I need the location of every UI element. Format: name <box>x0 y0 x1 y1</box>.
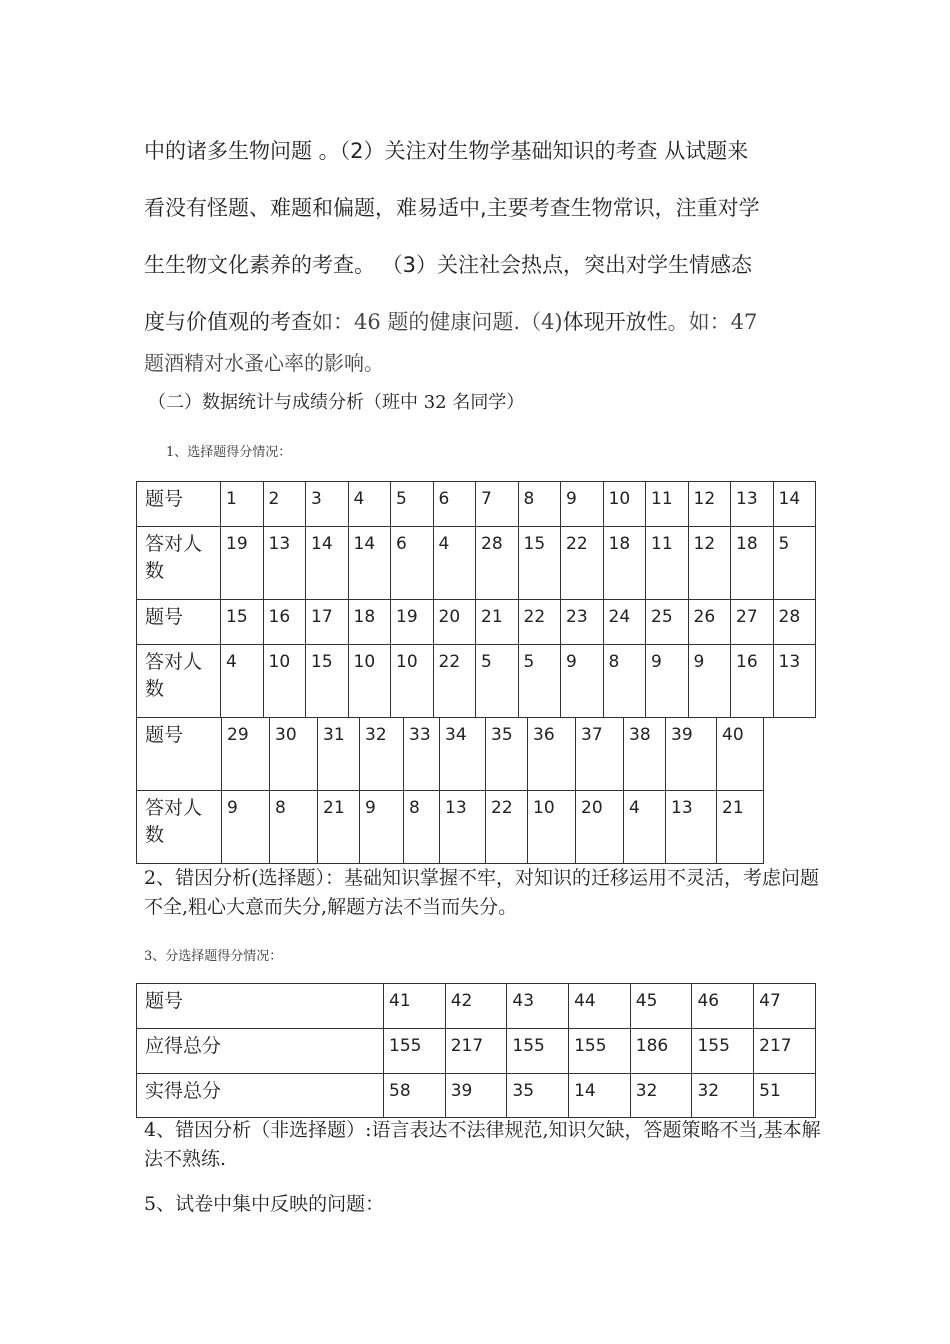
table-cell: 9 <box>646 645 689 718</box>
table-cell: 11 <box>646 482 689 527</box>
table-cell: 34 <box>440 718 486 791</box>
table-cell: 14 <box>569 1074 631 1118</box>
table-cell: 27 <box>731 600 774 645</box>
table-cell: 22 <box>561 527 604 600</box>
table-cell: 8 <box>603 645 646 718</box>
table-cell: 13 <box>773 645 816 718</box>
table-cell: 155 <box>507 1029 569 1074</box>
table-cell: 155 <box>569 1029 631 1074</box>
table-cell: 13 <box>731 482 774 527</box>
table-cell: 18 <box>348 600 391 645</box>
table-row <box>137 1074 816 1118</box>
table-cell: 33 <box>404 718 440 791</box>
table-cell: 10 <box>348 645 391 718</box>
intro-line-5: 题酒精对水蚤心率的影响。 <box>144 351 384 375</box>
table-cell: 8 <box>518 482 561 527</box>
table-cell: 4 <box>624 791 666 864</box>
table-cell: 10 <box>263 645 306 718</box>
table-cell: 4 <box>221 645 264 718</box>
row-header-cell: 题号 <box>137 600 221 645</box>
table-row <box>137 645 816 718</box>
table-row <box>137 791 764 864</box>
table-cell: 14 <box>306 527 349 600</box>
table-cell: 6 <box>433 482 476 527</box>
table-cell: 8 <box>270 791 318 864</box>
intro-line-4-a: 度与价值观的考查 <box>144 310 312 334</box>
choice-score-table-1 <box>136 481 816 718</box>
table-cell: 35 <box>486 718 528 791</box>
table-cell: 25 <box>646 600 689 645</box>
table-cell: 11 <box>646 527 689 600</box>
table-cell: 10 <box>603 482 646 527</box>
table-cell: 21 <box>318 791 360 864</box>
table-cell: 37 <box>576 718 624 791</box>
table-cell: 14 <box>773 482 816 527</box>
error-analysis-choice: 2、错因分析(选择题）：基础知识掌握不牢，对知识的迁移运用不灵活，考虑问题不全,粗心大意而失分,解题方法不当而失分。 <box>144 867 820 918</box>
table-row <box>137 482 816 527</box>
table-cell: 18 <box>731 527 774 600</box>
table-row <box>137 600 816 645</box>
table-cell: 19 <box>391 600 434 645</box>
table-cell: 10 <box>528 791 576 864</box>
row-header-cell: 应得总分 <box>137 1029 384 1074</box>
table-cell: 38 <box>624 718 666 791</box>
intro-line-4-c: 体现开放性 <box>562 310 668 334</box>
table-cell: 16 <box>731 645 774 718</box>
choice-score-table-2 <box>136 717 764 864</box>
table-cell: 3 <box>306 482 349 527</box>
table-cell: 23 <box>561 600 604 645</box>
table-cell: 10 <box>391 645 434 718</box>
table-cell: 4 <box>433 527 476 600</box>
table-cell: 5 <box>476 645 519 718</box>
table-cell: 47 <box>754 984 816 1029</box>
intro-paragraph <box>144 123 824 351</box>
table-cell: 9 <box>688 645 731 718</box>
table-cell: 39 <box>445 1074 507 1118</box>
table-cell: 217 <box>754 1029 816 1074</box>
intro-line-4-d: 。如：47 <box>667 310 758 334</box>
table-cell: 5 <box>773 527 816 600</box>
table-cell: 28 <box>476 527 519 600</box>
table-cell: 51 <box>754 1074 816 1118</box>
intro-line-2: 看没有怪题、难题和偏题，难易适中,主要考查生物常识，注重对学 <box>144 196 760 220</box>
table-cell: 41 <box>384 984 446 1029</box>
error-analysis-nonchoice: 4、错因分析（非选择题）:语言表达不法律规范,知识欠缺，答题策略不当,基本解法不熟练. <box>144 1119 821 1170</box>
row-header-cell: 答对人数 <box>137 791 222 864</box>
table-cell: 43 <box>507 984 569 1029</box>
table-cell: 44 <box>569 984 631 1029</box>
table-cell: 45 <box>630 984 692 1029</box>
table-cell: 5 <box>518 645 561 718</box>
row-header-cell: 答对人数 <box>137 527 221 600</box>
table-cell: 22 <box>518 600 561 645</box>
row-header-cell: 题号 <box>137 984 384 1029</box>
table-cell: 9 <box>222 791 270 864</box>
table-cell: 18 <box>603 527 646 600</box>
table-cell: 9 <box>360 791 404 864</box>
table-cell: 21 <box>717 791 764 864</box>
row-header-cell: 答对人数 <box>137 645 221 718</box>
table-cell: 22 <box>486 791 528 864</box>
table-cell: 9 <box>561 482 604 527</box>
item5-title: 5、试卷中集中反映的问题： <box>144 1193 385 1215</box>
sub3-title: 3、分选择题得分情况： <box>144 949 283 964</box>
table-cell: 15 <box>518 527 561 600</box>
table-cell: 14 <box>348 527 391 600</box>
choice-table-1-body <box>137 482 816 718</box>
table-cell: 40 <box>717 718 764 791</box>
table-cell: 186 <box>630 1029 692 1074</box>
row-header-cell: 实得总分 <box>137 1074 384 1118</box>
table-cell: 32 <box>630 1074 692 1118</box>
intro-line-4 <box>144 294 824 351</box>
nonchoice-score-table <box>136 983 816 1118</box>
row-header-cell: 题号 <box>137 718 222 791</box>
table-cell: 13 <box>666 791 717 864</box>
intro-line-4-b: 如：46 题的健康问题.（4) <box>312 310 563 334</box>
table-cell: 28 <box>773 600 816 645</box>
table-row <box>137 527 816 600</box>
row-header-cell: 题号 <box>137 482 221 527</box>
table-cell: 19 <box>221 527 264 600</box>
table-cell: 15 <box>306 645 349 718</box>
table-cell: 32 <box>360 718 404 791</box>
table-cell: 7 <box>476 482 519 527</box>
table-cell: 5 <box>391 482 434 527</box>
table-cell: 31 <box>318 718 360 791</box>
table-cell: 217 <box>445 1029 507 1074</box>
table-cell: 13 <box>440 791 486 864</box>
table-cell: 12 <box>688 482 731 527</box>
table-cell: 42 <box>445 984 507 1029</box>
table-cell: 58 <box>384 1074 446 1118</box>
table-cell: 35 <box>507 1074 569 1118</box>
table-cell: 17 <box>306 600 349 645</box>
table-cell: 32 <box>692 1074 754 1118</box>
intro-line-3: 生生物文化素养的考查。 （3）关注社会热点，突出对学生情感态 <box>144 253 753 277</box>
table-cell: 29 <box>222 718 270 791</box>
table-cell: 21 <box>476 600 519 645</box>
table-row <box>137 984 816 1029</box>
table-cell: 12 <box>688 527 731 600</box>
table-cell: 9 <box>561 645 604 718</box>
intro-line-1: 中的诸多生物问题 。（2）关注对生物学基础知识的考查 从试题来 <box>144 139 749 163</box>
table-row <box>137 718 764 791</box>
table-cell: 46 <box>692 984 754 1029</box>
table-cell: 20 <box>433 600 476 645</box>
table-cell: 20 <box>576 791 624 864</box>
table-cell: 6 <box>391 527 434 600</box>
table-cell: 24 <box>603 600 646 645</box>
sub1-title: 1、选择题得分情况： <box>166 445 292 460</box>
section2-title: （二）数据统计与成绩分析（班中 32 名同学） <box>148 392 525 413</box>
table-row <box>137 1029 816 1074</box>
nonchoice-table-body <box>137 984 816 1118</box>
table-cell: 13 <box>263 527 306 600</box>
table-cell: 30 <box>270 718 318 791</box>
table-cell: 39 <box>666 718 717 791</box>
table-cell: 36 <box>528 718 576 791</box>
table-cell: 155 <box>384 1029 446 1074</box>
table-cell: 155 <box>692 1029 754 1074</box>
table-cell: 16 <box>263 600 306 645</box>
table-cell: 4 <box>348 482 391 527</box>
table-cell: 1 <box>221 482 264 527</box>
table-cell: 15 <box>221 600 264 645</box>
table-cell: 2 <box>263 482 306 527</box>
table-cell: 8 <box>404 791 440 864</box>
table-cell: 22 <box>433 645 476 718</box>
choice-table-2-body <box>137 718 764 864</box>
table-cell: 26 <box>688 600 731 645</box>
